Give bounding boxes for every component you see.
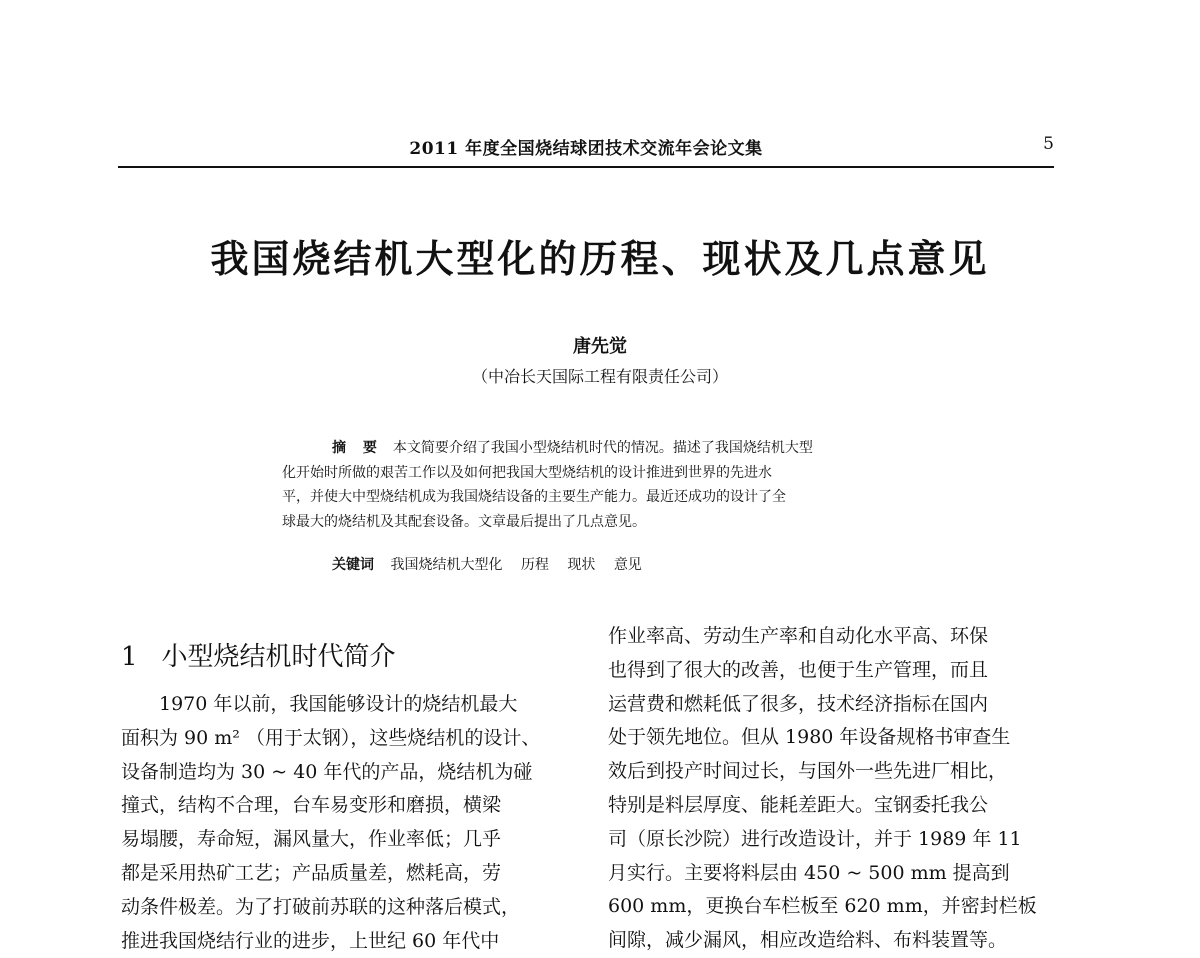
abstract-line: 化开始时所做的艰苦工作以及如何把我国大型烧结机的设计推进到世界的先进水 <box>282 464 772 481</box>
abstract-line: 球最大的烧结机及其配套设备。文章最后提出了几点意见。 <box>282 513 646 530</box>
body-line: 处于领先地位。但从 1980 年设备规格书审查生 <box>608 726 1011 749</box>
author-affiliation: （中冶长天国际工程有限责任公司） <box>471 367 728 386</box>
body-line: 效后到投产时间过长，与国外一些先进厂相比， <box>608 760 1008 783</box>
body-line: 推进我国烧结行业的进步，上世纪 60 年代中 <box>121 929 500 952</box>
author-name: 唐先觉 <box>573 336 627 357</box>
abstract <box>282 436 912 534</box>
body-line: 动条件极差。为了打破前苏联的这种落后模式， <box>121 895 521 918</box>
body-line: 司（原长沙院）进行改造设计，并于 1989 年 11 <box>608 827 1022 850</box>
body-line: 设备制造均为 30 ~ 40 年代的产品，烧结机为碰 <box>121 760 533 783</box>
right-column <box>608 620 1084 958</box>
keyword: 历程 <box>520 557 549 573</box>
body-line: 面积为 90 m² （用于太钢），这些烧结机的设计、 <box>121 726 541 749</box>
section-title: 小型烧结机时代简介 <box>161 642 396 672</box>
body-line: 1970 年以前，我国能够设计的烧结机最大 <box>121 693 518 715</box>
body-line: 600 mm，更换台车栏板至 620 mm，并密封栏板 <box>608 895 1037 918</box>
body-line: 运营费和燃耗低了很多，技术经济指标在国内 <box>608 692 989 715</box>
running-header <box>118 130 1054 168</box>
keyword: 我国烧结机大型化 <box>390 557 503 573</box>
left-column <box>121 688 583 958</box>
body-line: 间隙，减少漏风，相应改造给料、布料装置等。 <box>608 929 1008 952</box>
body-line: 作业率高、劳动生产率和自动化水平高、环保 <box>608 625 989 647</box>
running-title: 2011 年度全国烧结球团技术交流年会论文集 <box>409 139 763 159</box>
body-line: 易塌腰，寿命短，漏风量大，作业率低；几乎 <box>121 828 502 851</box>
section-number: 1 <box>121 642 138 672</box>
keywords <box>332 554 656 574</box>
abstract-line <box>282 436 912 461</box>
page-number: 5 <box>1043 134 1054 154</box>
abstract-text: 本文简要介绍了我国小型烧结机时代的情况。描述了我国烧结机大型 <box>392 440 813 456</box>
body-line: 都是采用热矿工艺；产品质量差，燃耗高，劳 <box>121 861 502 884</box>
keywords-label: 关键词 <box>332 557 374 573</box>
section-heading <box>121 636 396 673</box>
keyword: 现状 <box>567 557 596 573</box>
abstract-label: 摘 要 <box>332 440 383 456</box>
article-title: 我国烧结机大型化的历程、现状及几点意见 <box>210 237 990 281</box>
body-line: 特别是料层厚度、能耗差距大。宝钢委托我公 <box>608 793 989 816</box>
keyword: 意见 <box>613 557 642 573</box>
body-line: 撞式，结构不合理，台车易变形和磨损，横梁 <box>121 794 502 817</box>
body-line: 月实行。主要将料层由 450 ~ 500 mm 提高到 <box>608 861 1010 884</box>
abstract-line: 平，并使大中型烧结机成为我国烧结设备的主要生产能力。最近还成功的设计了全 <box>282 489 786 505</box>
body-line: 也得到了很大的改善，也便于生产管理，而且 <box>608 658 989 681</box>
